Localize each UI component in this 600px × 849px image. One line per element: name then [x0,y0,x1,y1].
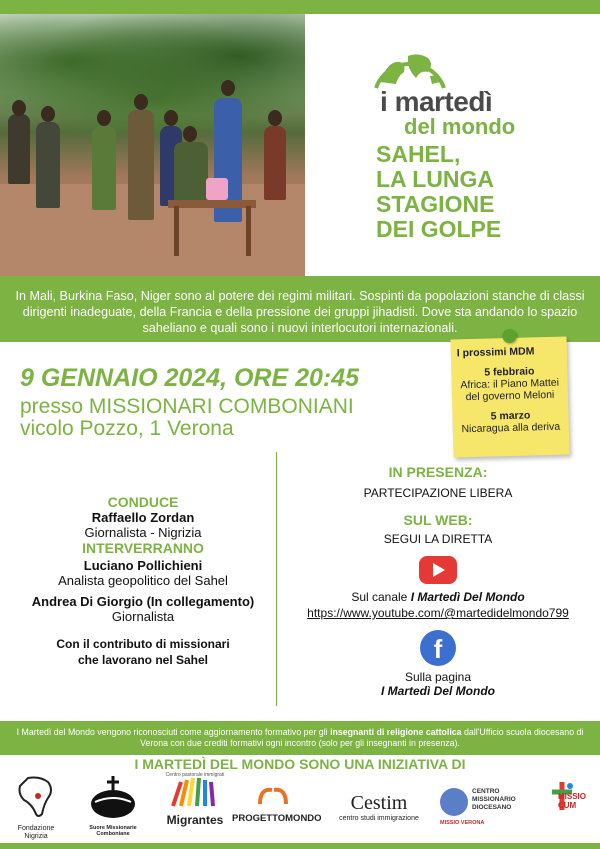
table [168,200,256,208]
column-divider [276,452,277,706]
host-role: Giornalista - Nigrizia [84,525,202,540]
guest-name: Luciano Pollichieni [83,558,203,573]
partner-logos [0,772,600,842]
partner-line: CUM [558,801,577,810]
conduce-label: CONDUCE [107,494,179,510]
partner-line: DIOCESANO [472,804,512,811]
initiative-bold: I MARTEDÌ DEL MONDO [134,756,296,772]
person [8,114,30,184]
page-title [376,142,596,242]
venue-prefix: presso [20,395,84,418]
person-head [97,110,111,126]
partner-name: PROGETTOMONDO [232,813,322,824]
initiative-rest: SONO UNA INIZIATIVA DI [295,756,466,772]
event-datetime: 9 GENNAIO 2024, ORE 20:45 [20,364,360,392]
upcoming-date: 5 febbraio [484,365,535,379]
upcoming-topic: Nicaragua alla deriva [461,420,561,436]
partner-name: Cestim [350,792,408,814]
logo-cestim [326,792,432,822]
title-line: LA LUNGA [376,166,494,192]
partner-line: MISSIONARIO [472,796,516,803]
partner-line: CENTRO [472,788,500,795]
channel-name: I Martedì Del Mondo [410,590,525,604]
top-stripe [0,0,600,14]
globe-cross-icon [83,776,143,820]
progettomondo-icon [256,784,290,808]
person [92,126,116,210]
partner-name [472,788,516,812]
table-leg [174,206,179,256]
globe-icon [370,42,450,90]
logo-title-text: martedì [394,86,493,117]
person-head [134,94,148,110]
accreditation-band [0,721,600,755]
page-name: I Martedì Del Mondo [381,684,495,698]
accreditation-text: I Martedì del Mondo vengono riconosciuti come aggiornamento formativo per gli [16,727,331,737]
logo-fondazione-nigrizia [8,774,64,841]
guest-role: Analista geopolitico del Sahel [58,573,228,588]
rainbow-hands-icon [167,778,223,808]
accreditation-bold: insegnanti di religione cattolica [330,727,462,737]
interverranno-label: INTERVERRANNO [82,540,204,556]
venue [20,396,354,440]
partner-sub: MISSIO VERONA [440,820,485,826]
partner-name: Migrantes [166,813,224,827]
bottom-stripe [0,843,600,849]
presence-label: IN PRESENZA: [388,464,488,480]
title-line: STAGIONE [376,191,495,217]
title-line: DEI GOLPE [376,216,502,242]
partner-name [558,792,586,810]
guest-role: Giornalista [111,609,175,624]
person-head [268,110,282,126]
title-line: SAHEL, [376,141,461,167]
person [264,126,286,200]
cmd-globe-icon [440,788,468,816]
web-text: SEGUI LA DIRETTA [383,532,493,546]
youtube-icon[interactable] [419,556,457,584]
upcoming-title: I prossimi MDM [456,345,535,360]
channel-line [282,590,594,604]
web-label: SUL WEB: [403,512,473,528]
contribution-note: Con il contributo di missionari che lavorano nel Sahel [56,637,230,667]
person-head [164,110,178,126]
person-head [41,106,55,122]
table-leg [246,206,251,256]
partner-name: Suore Missionarie Comboniane [89,825,137,837]
participation [282,464,594,698]
header-photo [0,14,305,276]
partner-arc-text: Centro pastorale immigrati [165,772,225,778]
logo-subtitle: del mondo [404,114,516,139]
accreditation-text: dall'Ufficio scuola diocesano di Verona con due crediti formativi ogni incontro (solo per gli insegnanti in presenza). [140,727,584,748]
upcoming-topic: Africa: il Piano Mattei del governo Meloni [460,376,560,404]
presence-text: PARTECIPAZIONE LIBERA [363,486,513,500]
intro-text: In Mali, Burkina Faso, Niger sono al potere dei regimi militari. Sospinti da popolazioni stanche di classi dirigenti inadeguate, della Francia e della pressione dei gruppi jihadisti. Dove sta andando lo spazio saheliano e quali sono i nuovi interlocutori internazionali. [15,289,585,335]
logo-progettomondo [232,784,322,824]
logo-suore-comboniane [72,776,154,837]
speakers [10,494,276,668]
channel-link[interactable]: https://www.youtube.com/@martedidelmondo799 [307,606,569,620]
channel-prefix: Sul canale [351,590,411,604]
partner-line: MISSIO [558,792,587,801]
person-head [183,126,197,142]
upcoming-note [450,337,569,458]
person-seated [174,142,208,202]
person-head [12,100,26,116]
host-name: Raffaello Zordan [91,510,195,525]
africa-icon [14,774,58,820]
venue-address: vicolo Pozzo, 1 Verona [20,417,234,440]
page-prefix: Sulla pagina [404,670,472,684]
brand-logo [360,34,560,139]
pink-pot [206,178,228,200]
partner-sub: centro studi immigrazione [339,815,419,822]
person [128,110,154,220]
initiative-heading [0,756,600,772]
person-head [221,80,235,96]
upcoming-date: 5 marzo [490,409,531,423]
facebook-icon[interactable]: f [420,630,456,666]
person [36,122,60,208]
partner-name: Fondazione Nigrizia [17,825,55,840]
logo-migrantes [158,772,232,827]
logo-prefix: i [380,86,388,117]
logo-missio-cum [534,780,590,817]
venue-name: MISSIONARI COMBONIANI [88,395,354,418]
pin-icon [502,329,516,343]
guest-name: Andrea Di Giorgio (In collegamento) [31,594,255,609]
